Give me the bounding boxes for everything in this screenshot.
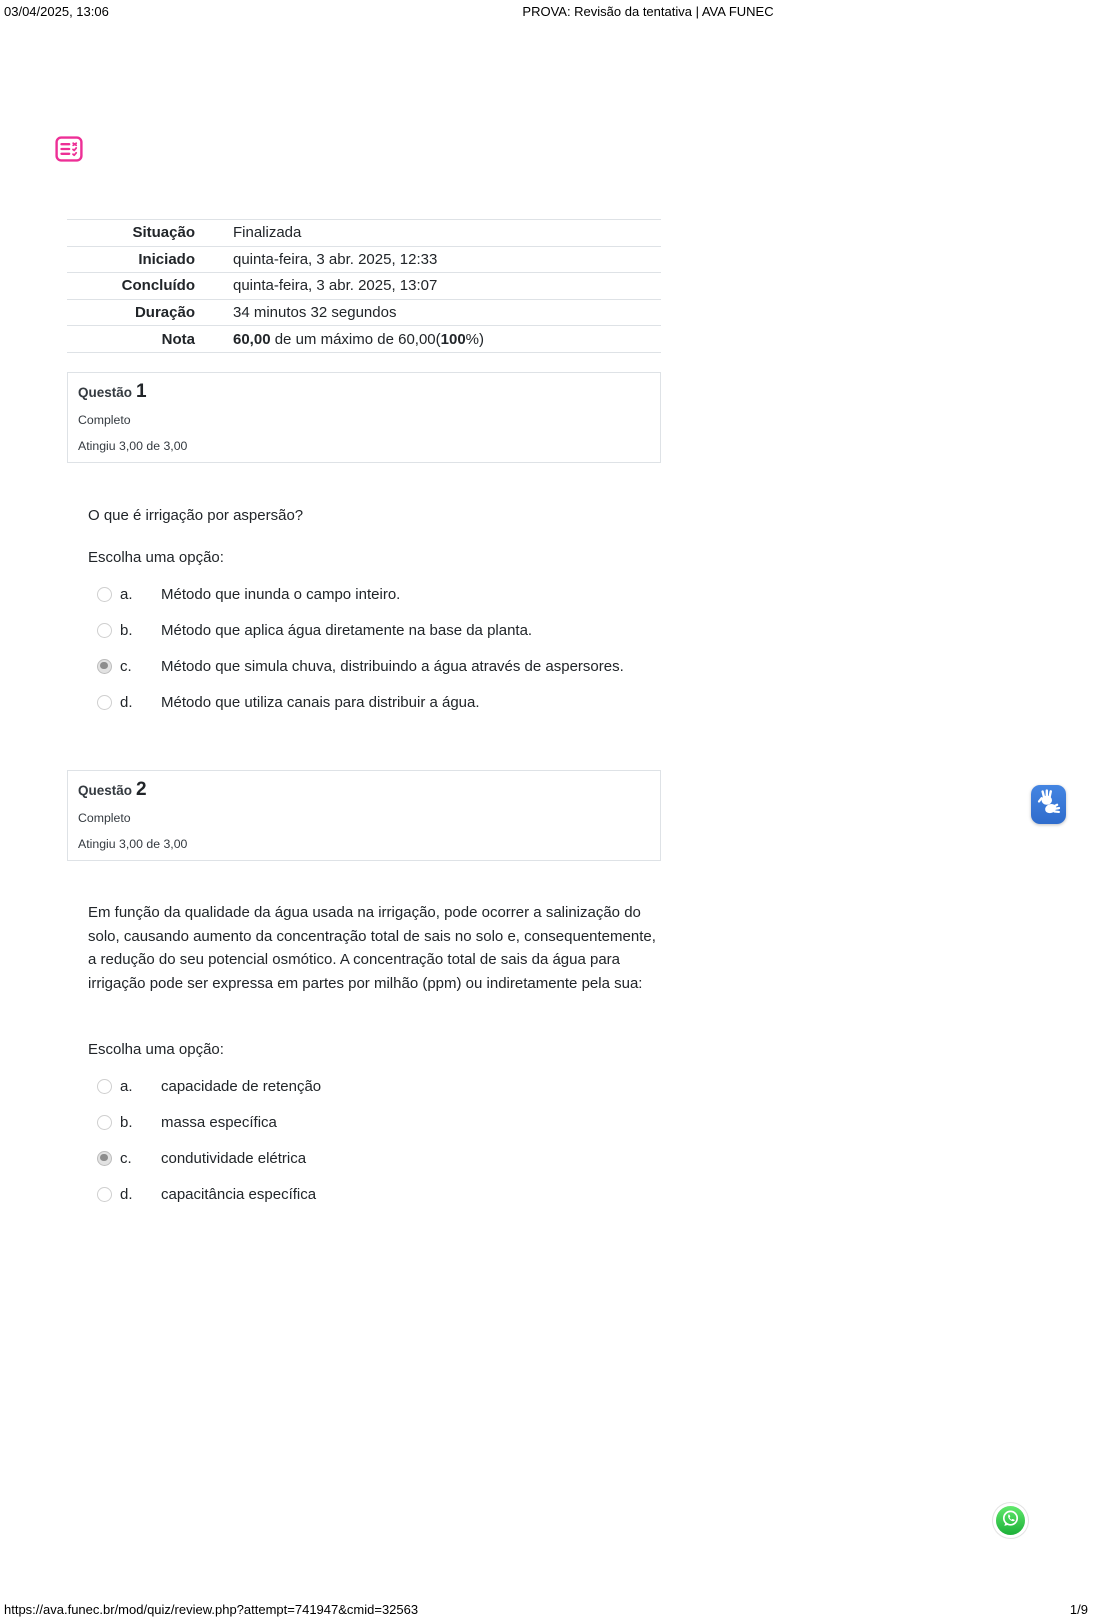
answer-option bbox=[97, 1176, 657, 1212]
answer-option bbox=[97, 648, 657, 684]
answer-option bbox=[97, 1068, 657, 1104]
option-text: capacitância específica bbox=[161, 1185, 317, 1203]
radio-button[interactable] bbox=[97, 1151, 112, 1166]
question-2-text: Em função da qualidade da água usada na irrigação, pode ocorrer a salinização do solo, causando aumento da concentração total de sais no solo e, consequentemente, a redução do seu potencial osmótico. A concentração total de sais da água para irrigação pode ser expressa em partes por milhão (ppm) ou indiretamente pela sua: bbox=[88, 904, 656, 992]
option-letter: b. bbox=[120, 621, 133, 639]
question-1-header bbox=[78, 381, 650, 403]
answer-option bbox=[97, 684, 657, 720]
option-letter: a. bbox=[120, 1077, 133, 1095]
radio-button[interactable] bbox=[97, 1079, 112, 1094]
radio-button[interactable] bbox=[97, 1115, 112, 1130]
handtalk-accessibility-button[interactable] bbox=[1031, 785, 1066, 824]
whatsapp-button[interactable] bbox=[996, 1506, 1025, 1535]
summary-row-nota bbox=[67, 325, 661, 352]
question-grade: Atingiu 3,00 de 3,00 bbox=[78, 837, 188, 851]
option-letter: c. bbox=[120, 1149, 132, 1167]
question-status: Completo bbox=[78, 413, 131, 427]
summary-label: Concluído bbox=[121, 277, 195, 295]
question-status: Completo bbox=[78, 811, 131, 825]
sign-language-hands-icon bbox=[1036, 789, 1061, 821]
question-2-options bbox=[97, 1068, 657, 1212]
summary-label: Situação bbox=[132, 224, 195, 242]
option-text: capacidade de retenção bbox=[161, 1077, 322, 1095]
whatsapp-icon bbox=[1000, 1508, 1021, 1534]
radio-button[interactable] bbox=[97, 623, 112, 638]
grade-percent: 100 bbox=[440, 330, 466, 348]
summary-value: Finalizada bbox=[233, 224, 302, 242]
question-2-header bbox=[78, 779, 650, 801]
question-2-prompt: Escolha uma opção: bbox=[88, 1041, 224, 1058]
radio-button[interactable] bbox=[97, 587, 112, 602]
question-1-text: O que é irrigação por aspersão? bbox=[88, 507, 304, 524]
answer-option bbox=[97, 576, 657, 612]
summary-row-concluido bbox=[67, 272, 661, 299]
question-2-info-box bbox=[67, 770, 661, 861]
summary-label: Duração bbox=[134, 304, 195, 322]
attempt-summary-table bbox=[67, 219, 661, 353]
radio-button[interactable] bbox=[97, 1187, 112, 1202]
question-label: Questão bbox=[78, 385, 133, 400]
summary-value-nota bbox=[214, 331, 484, 348]
option-text: Método que inunda o campo inteiro. bbox=[161, 585, 401, 603]
summary-row-duracao bbox=[67, 299, 661, 326]
question-grade: Atingiu 3,00 de 3,00 bbox=[78, 439, 188, 453]
option-text: massa específica bbox=[161, 1113, 277, 1131]
grade-middle-text: de um máximo de 60,00( bbox=[270, 330, 441, 348]
answer-option bbox=[97, 1104, 657, 1140]
summary-row-situacao bbox=[67, 219, 661, 246]
grade-value: 60,00 bbox=[233, 330, 271, 348]
summary-label: Iniciado bbox=[138, 250, 195, 268]
option-letter: a. bbox=[120, 585, 133, 603]
summary-label: Nota bbox=[161, 330, 195, 348]
quiz-list-icon bbox=[55, 136, 83, 162]
summary-value: quinta-feira, 3 abr. 2025, 12:33 bbox=[233, 250, 438, 268]
option-letter: c. bbox=[120, 657, 132, 675]
question-1-prompt: Escolha uma opção: bbox=[88, 549, 224, 566]
option-letter: d. bbox=[120, 1185, 133, 1203]
print-footer-page-number: 1/9 bbox=[1069, 1602, 1088, 1617]
grade-suffix: %) bbox=[465, 330, 485, 348]
summary-value: 34 minutos 32 segundos bbox=[233, 304, 397, 322]
option-text: Método que simula chuva, distribuindo a água através de aspersores. bbox=[161, 657, 624, 675]
print-title: PROVA: Revisão da tentativa | AVA FUNEC bbox=[522, 4, 774, 19]
question-number: 2 bbox=[136, 779, 147, 800]
option-text: condutividade elétrica bbox=[161, 1149, 307, 1167]
question-1-info-box bbox=[67, 372, 661, 463]
print-datetime: 03/04/2025, 13:06 bbox=[4, 4, 109, 19]
radio-button[interactable] bbox=[97, 659, 112, 674]
summary-value: quinta-feira, 3 abr. 2025, 13:07 bbox=[233, 277, 438, 295]
question-number: 1 bbox=[136, 381, 147, 402]
option-letter: d. bbox=[120, 693, 133, 711]
option-letter: b. bbox=[120, 1113, 133, 1131]
option-text: Método que utiliza canais para distribuir a água. bbox=[161, 693, 480, 711]
question-1-options bbox=[97, 576, 657, 720]
question-label: Questão bbox=[78, 783, 133, 798]
answer-option bbox=[97, 612, 657, 648]
option-text: Método que aplica água diretamente na base da planta. bbox=[161, 621, 533, 639]
print-footer-url: https://ava.funec.br/mod/quiz/review.php?attempt=741947&cmid=32563 bbox=[4, 1602, 419, 1617]
summary-row-iniciado bbox=[67, 246, 661, 273]
radio-button[interactable] bbox=[97, 695, 112, 710]
answer-option bbox=[97, 1140, 657, 1176]
